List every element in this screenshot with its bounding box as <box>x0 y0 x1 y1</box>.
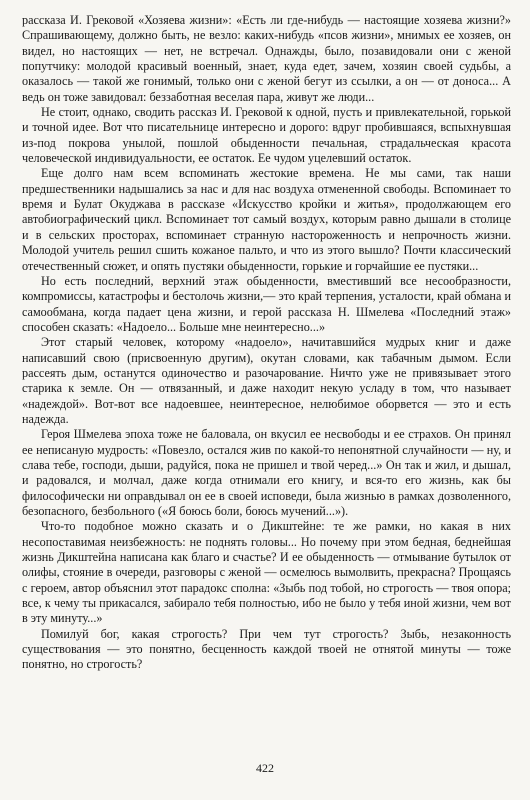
paragraph: Помилуй бог, какая строгость? При чем тут строгость? Зыбь, незаконность существования — это понятно, бесценность каждой твоей не отнятой минуты — тоже понятно, но строгость? <box>22 626 511 672</box>
paragraph: Не стоит, однако, сводить рассказ И. Грековой к одной, пусть и привлекательной, горькой и точной идее. Вот что писательнице интересно и дорого: вдруг пробившаяся, вспыхнувшая из-под покрова унылой, пошлой обыденности печальная, страдальческая красота человеческой индивидуальности, ее остаток. Ее чудом уцелевший остаток. <box>22 105 511 166</box>
paragraph: Героя Шмелева эпоха тоже не баловала, он вкусил ее несвободы и ее страхов. Он принял ее неписаную мудрость: «Повезло, остался жив по какой-то непонятной случайности — ну, и слава тебе, господи, дыши, радуйся, пока не пришел и твой черед...» Он так и жил, и дышал, и радовался, и молчал, даже когда отнимали его книгу, и вся-то его жизнь, как бы философически ни оправдывал он ее в своей исповеди, была жизнью в рамках дозволенного, безопасного, безбольного («Я боюсь боли, боюсь мучений...»). <box>22 427 511 518</box>
paragraph: Что-то подобное можно сказать и о Дикштейне: те же рамки, но какая в них несопоставимая неизбежность: не поднять головы... Но почему при этом бедная, беднейшая жизнь Дикштейна написана как благо и счастье? И ее обыденность — отмывание бутылок от олифы, стояние в очереди, разговоры с женой — осмелюсь вымолвить, прекрасна? Прощаясь с героем, автор объяснил этот парадокс сполна: «Зыбь под тобой, но строгость — твоя опора; все, к чему ты прикасался, забирало тебя полностью, ибо не было у тебя иной жизни, чем вот в эту минуту...» <box>22 519 511 626</box>
paragraph: Но есть последний, верхний этаж обыденности, вместивший все несообразности, компромиссы, катастрофы и бестолочь жизни,— это край терпения, усталости, край обмана и самообмана, когда падает цена жизни, и герой рассказа Н. Шмелева «Последний этаж» способен сказать: «Надоело... Больше мне неинтересно...» <box>22 273 511 334</box>
page-text <box>22 13 511 673</box>
paragraph: рассказа И. Грековой «Хозяева жизни»: «Есть ли где-нибудь — настоящие хозяева жизни?» Спрашивающему, должно быть, не везло: каких-нибудь «псов жизни», мнимых ее хозяев, он видел, но настоящих — нет, не встречал. Однажды, было, позавидовали они с женой попутчику: молодой красивый военный, знает, куда едет, зачем, хозяин своей судьбы, а оказалось — такой же гонимый, только они с женой бегут из ссылки, а он — от доноса... А ведь он тоже завидовал: беззаботная веселая пара, живут же люди... <box>22 13 511 104</box>
paragraph: Еще долго нам всем вспоминать жестокие времена. Не мы сами, так наши предшественники надышались за нас и для нас воздуха отмененной свободы. Вспоминает то время и Булат Окуджава в рассказе «Искусство кройки и житья», продолжающем его автобиографический цикл. Вспоминает тот самый воздух, которым равно дышали в столице и в сельских просторах, вспоминает странную настороженность и непрочность жизни. Молодой учитель решил сшить кожаное пальто, и что из этого вышло? Почти классический отечественный сюжет, и опять пустяки обыденности, горькие и горчайшие ее пустяки... <box>22 166 511 273</box>
page-number: 422 <box>256 761 274 775</box>
paragraph: Этот старый человек, которому «надоело», начитавшийся мудрых книг и даже написавший свою (присвоенную другим), окутан словами, как табачным дымом. Если рассеять дым, останутся одиночество и разочарование. Ничто уже не привязывает этого старика к земле. Он — отвязанный, и даже находит некую усладу в том, что называет «надеждой». Вот-вот все надоевшее, неинтересное, нелюбимое оборвется — это и есть надежда. <box>22 335 511 426</box>
